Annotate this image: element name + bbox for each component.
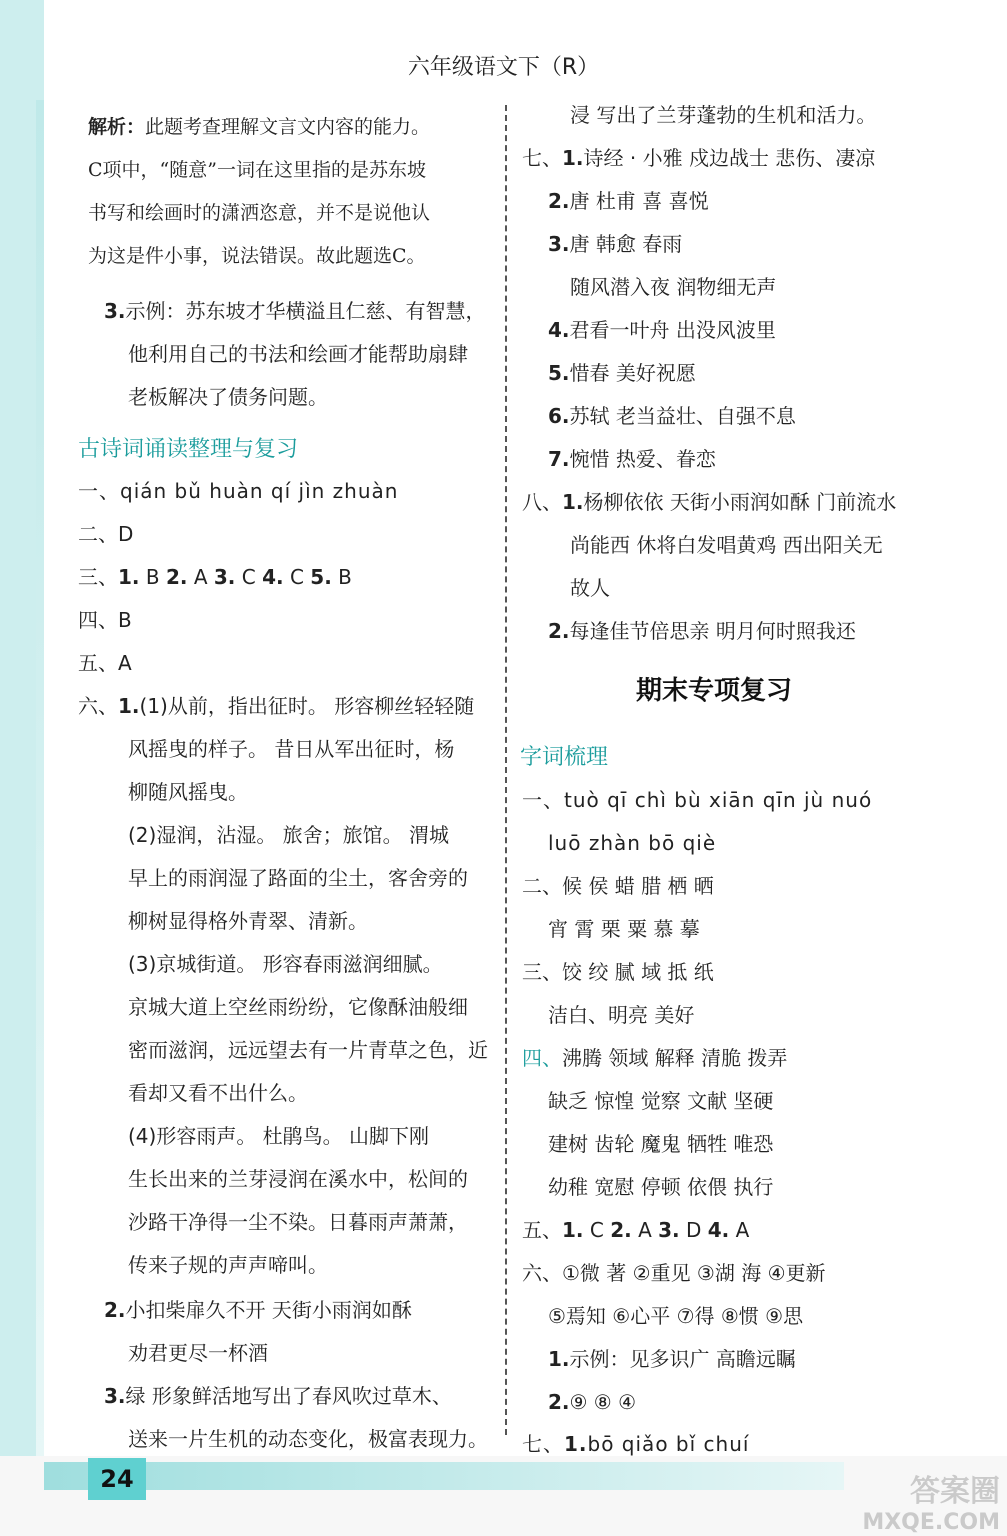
answer-text: 诗经 · 小雅 戍边战士 悲伤、凄凉 <box>583 146 876 170</box>
item-num: 1. <box>118 694 140 718</box>
answer-6-line: (3)京城街道。 形容春雨滋润细腻。 <box>128 952 443 976</box>
word-6-line: ⑤焉知 ⑥心平 ⑦得 ⑧惯 ⑨思 <box>548 1304 804 1328</box>
answer-7-3b: 随风潜入夜 润物细无声 <box>570 275 777 299</box>
answer-text: B <box>118 608 132 632</box>
item-num: 1. <box>562 146 584 170</box>
word-4 <box>522 1044 787 1072</box>
answer-8-line: 尚能西 休将白发唱黄鸡 西出阳关无 <box>570 533 883 557</box>
answer-8-line: 故人 <box>570 576 610 600</box>
answer-6-line: 密而滋润，远远望去有一片青草之色，近 <box>128 1038 488 1062</box>
answer-num: 五、 <box>78 651 118 675</box>
word-2-line: 宵 霄 栗 粟 慕 摹 <box>548 917 700 941</box>
item-num: 4. <box>262 565 284 589</box>
answer-6-line: 沙路干净得一尘不染。日暮雨声萧萧， <box>128 1210 468 1234</box>
word-3-line: 洁白、明亮 美好 <box>548 1003 695 1027</box>
answer-text: 沸腾 领域 解释 清脆 拨弄 <box>562 1046 788 1070</box>
item-num: 2. <box>548 189 570 213</box>
answer-num: 一、 <box>78 479 120 503</box>
side-stripe <box>36 100 44 1470</box>
answer-num: 二、 <box>78 522 118 546</box>
word-6-1 <box>548 1345 796 1373</box>
answer-7-5 <box>548 359 696 387</box>
answer-num: 一、 <box>522 788 564 812</box>
word-1-line: luō zhàn bō qiè <box>548 831 717 855</box>
item-val: C <box>283 565 311 589</box>
answer-6-line: 看却又看不出什么。 <box>128 1081 308 1105</box>
page-number: 24 <box>88 1458 146 1500</box>
answer-7-3 <box>548 230 682 258</box>
word-6 <box>522 1259 826 1287</box>
word-6-2 <box>548 1388 636 1416</box>
column-divider <box>505 105 507 1435</box>
answer-text: (1)从前，指出征时。 形容柳丝轻轻随 <box>139 694 475 718</box>
answer-2 <box>78 520 133 548</box>
analysis-line: C项中，“随意”一词在这里指的是苏东坡 <box>88 159 426 181</box>
item-val: B <box>139 565 166 589</box>
item-num: 1. <box>562 1218 584 1242</box>
answer-text: D <box>118 522 134 546</box>
answer-text: 唐 杜甫 喜 喜悦 <box>569 189 709 213</box>
answer-text: bō qiǎo bǐ chuí <box>587 1432 750 1456</box>
answer-text: 饺 绞 腻 域 抵 纸 <box>562 960 714 984</box>
answer-num: 四、 <box>78 608 118 632</box>
answer-5 <box>78 649 132 677</box>
answer-num: 五、 <box>522 1218 562 1242</box>
item-num: 7. <box>548 447 570 471</box>
big-title: 期末专项复习 <box>636 676 793 706</box>
answer-text: ⑨ ⑧ ④ <box>569 1390 637 1414</box>
section-title-words: 字词梳理 <box>520 745 609 770</box>
answer-text: 君看一叶舟 出没风波里 <box>569 318 776 342</box>
answer-text: 示例：见多识广 高瞻远瞩 <box>569 1347 796 1371</box>
item-num: 3. <box>213 565 236 589</box>
q3-line <box>104 297 486 325</box>
item-num: 3. <box>548 232 570 256</box>
answer-4 <box>78 606 132 634</box>
item-val: C <box>235 565 263 589</box>
answer-7-7 <box>548 445 716 473</box>
item-num: 6. <box>548 404 570 428</box>
answer-8-2 <box>548 617 856 645</box>
answer-num: 六、 <box>78 694 118 718</box>
answer-text: A <box>118 651 132 675</box>
answer-6-line: 送来一片生机的动态变化，极富表现力。 <box>128 1427 488 1451</box>
watermark-top: 答案圈 <box>910 1474 1000 1509</box>
item-num: 2. <box>104 1298 126 1322</box>
word-4-line: 建树 齿轮 魔鬼 牺牲 唯恐 <box>548 1132 774 1156</box>
item-num: 2. <box>548 619 570 643</box>
item-num: 1. <box>562 490 584 514</box>
item-num: 3. <box>658 1218 680 1242</box>
answer-6-line: 劝君更尽一杯酒 <box>128 1341 268 1365</box>
answer-6-line: 京城大道上空丝雨纷纷，它像酥油般细 <box>128 995 468 1019</box>
answer-num: 四、 <box>522 1046 562 1070</box>
q3-line: 老板解决了债务问题。 <box>128 385 328 409</box>
answer-text: 惋惜 热爱、眷恋 <box>569 447 716 471</box>
watermark-logo <box>850 1466 1000 1535</box>
answer-text: 每逢佳节倍思亲 明月何时照我还 <box>569 619 856 643</box>
answer-6-line: 柳树显得格外青翠、清新。 <box>128 909 368 933</box>
item-num: 4. <box>548 318 570 342</box>
right-line: 浸 写出了兰芽蓬勃的生机和活力。 <box>570 103 877 127</box>
item-num: 2. <box>610 1218 632 1242</box>
item-num: 1. <box>548 1347 570 1371</box>
item-val: A <box>631 1218 659 1242</box>
answer-1 <box>78 477 398 505</box>
bottom-stripe <box>44 1462 844 1490</box>
answer-7-1 <box>522 144 875 172</box>
item-val: A <box>729 1218 750 1242</box>
answer-6-line: 风摇曳的样子。 昔日从军出征时，杨 <box>128 737 455 761</box>
item-num: 5. <box>310 565 332 589</box>
word-4-line: 幼稚 宽慰 停顿 依偎 执行 <box>548 1175 774 1199</box>
analysis-line <box>88 113 430 141</box>
analysis-line: 书写和绘画时的潇洒恣意，并不是说他认 <box>88 202 431 224</box>
page-header: 六年级语文下（R） <box>407 55 600 80</box>
answer-6-2 <box>104 1296 412 1324</box>
item-num: 2. <box>548 1390 570 1414</box>
answer-num: 三、 <box>78 565 118 589</box>
analysis-line: 为这是件小事，说法错误。故此题选C。 <box>88 245 426 267</box>
item-val: D <box>679 1218 708 1242</box>
item-num: 5. <box>548 361 570 385</box>
answer-7-2 <box>548 187 709 215</box>
item-num: 3. <box>104 1384 126 1408</box>
item-val: B <box>331 565 352 589</box>
analysis-text: 此题考查理解文言文内容的能力。 <box>145 116 431 138</box>
answer-text: 候 侯 蜡 腊 栖 晒 <box>562 874 714 898</box>
analysis-label: 解析： <box>88 116 146 138</box>
answer-6-line: 生长出来的兰芽浸润在溪水中，松间的 <box>128 1167 468 1191</box>
answer-6-line: (2)湿润，沾湿。 旅舍；旅馆。 渭城 <box>128 823 450 847</box>
item-val: C <box>583 1218 611 1242</box>
answer-3 <box>78 563 352 591</box>
answer-7-6 <box>548 402 796 430</box>
answer-num: 七、 <box>522 1432 564 1456</box>
q3-line: 他利用自己的书法和绘画才能帮助扇肆 <box>128 342 468 366</box>
answer-6 <box>78 692 474 720</box>
answer-7-4 <box>548 316 776 344</box>
watermark-bottom: MXQE.COM <box>862 1510 1000 1535</box>
answer-num: 七、 <box>522 146 562 170</box>
answer-text: tuò qī chì bù xiān qīn jù nuó <box>564 788 873 812</box>
q3-text: 示例：苏东坡才华横溢且仁慈、有智慧， <box>125 299 486 323</box>
word-3 <box>522 958 714 986</box>
word-4-line: 缺乏 惊惶 觉察 文献 坚硬 <box>548 1089 774 1113</box>
answer-text: 杨柳依依 天街小雨润如酥 门前流水 <box>583 490 897 514</box>
answer-6-line: 柳随风摇曳。 <box>128 780 248 804</box>
word-1 <box>522 786 872 814</box>
word-5 <box>522 1216 749 1244</box>
answer-6-line: (4)形容雨声。 杜鹃鸟。 山脚下刚 <box>128 1124 430 1148</box>
item-num: 4. <box>707 1218 730 1242</box>
answer-6-line: 传来子规的声声啼叫。 <box>128 1253 328 1277</box>
answer-text: ①微 著 ②重见 ③湖 海 ④更新 <box>562 1261 826 1285</box>
answer-text: 唐 韩愈 春雨 <box>569 232 683 256</box>
q3-num: 3. <box>104 299 126 323</box>
item-num: 1. <box>118 565 140 589</box>
answer-num: 二、 <box>522 874 562 898</box>
section-title-poetry: 古诗词诵读整理与复习 <box>78 437 299 462</box>
answer-num: 六、 <box>522 1261 562 1285</box>
item-val: A <box>187 565 214 589</box>
answer-8-1 <box>522 488 896 516</box>
answer-text: 苏轼 老当益壮、自强不息 <box>569 404 796 428</box>
answer-num: 八、 <box>522 490 562 514</box>
word-7 <box>522 1430 749 1458</box>
item-num: 2. <box>165 565 188 589</box>
answer-text: qián bǔ huàn qí jìn zhuàn <box>120 479 399 503</box>
answer-text: 小扣柴扉久不开 天街小雨润如酥 <box>125 1298 412 1322</box>
word-2 <box>522 872 714 900</box>
answer-text: 惜春 美好祝愿 <box>569 361 696 385</box>
item-num: 1. <box>564 1432 588 1456</box>
answer-text: 绿 形象鲜活地写出了春风吹过草木、 <box>125 1384 452 1408</box>
answer-6-line: 早上的雨润湿了路面的尘土，客舍旁的 <box>128 866 468 890</box>
answer-6-3 <box>104 1382 452 1410</box>
answer-num: 三、 <box>522 960 562 984</box>
